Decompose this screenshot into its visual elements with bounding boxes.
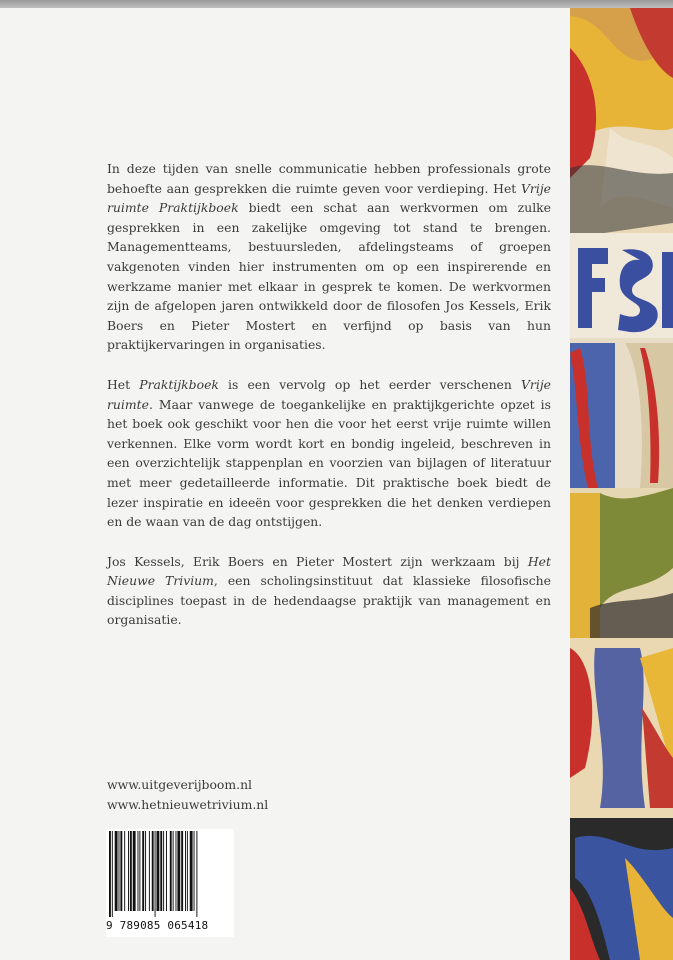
barcode-bar [145, 831, 146, 911]
book-title-italic: Praktijkboek [139, 376, 219, 392]
blurb-text: Jos Kessels, Erik Boers en Pieter Mostert zijn werkzaam bij [107, 553, 528, 569]
barcode-bar [160, 831, 162, 911]
blurb-paragraph-2 [107, 375, 551, 532]
barcode-bar [119, 831, 120, 911]
barcode-bar [120, 831, 122, 911]
blurb-text: Het [107, 376, 140, 392]
barcode-bar [112, 831, 113, 917]
barcode-bar [194, 831, 195, 911]
institute-name-italic: Het Nieuwe Trivium [107, 553, 551, 589]
barcode-bar [130, 831, 132, 911]
barcode-bar [155, 831, 156, 917]
barcode-bar [173, 831, 174, 911]
barcode-bars [106, 829, 234, 919]
barcode-bar [176, 831, 177, 911]
blurb-text: is een vervolg op het eerder verschenen [218, 376, 521, 392]
barcode-bar [115, 831, 118, 911]
barcode-bar [157, 831, 160, 911]
book-title-italic: Vrije ruimte Praktijkboek [107, 180, 551, 216]
publisher-url: www.uitgeverijboom.nl [107, 777, 253, 792]
barcode-bar [181, 831, 183, 911]
blurb-paragraph-1 [107, 159, 551, 355]
isbn-digits: 9 789085 065418 [106, 919, 209, 932]
book-title-italic: Vrije ruimte [107, 376, 551, 412]
blurb-paragraph-3 [107, 552, 551, 630]
barcode-bar [187, 831, 188, 911]
top-edge-bar [0, 0, 673, 8]
blurb-text: . Maar vanwege de toegankelijke en praktijkgerichte opzet is het boek ook geschikt voor hen die voor het eerst vrije ruimte willen verkennen. Elke vorm wordt kort en bondig ingeleid, beschreven in een overzichtelijk stappenplan en voorzien van bijlagen of literatuur met meer gedetailleerde informatie. Dit praktische boek biedt de lezer inspiratie en ideeën voor gesprekken die het denken verdiepen en de waan van de dag ontstijgen. [107, 396, 551, 530]
blurb-text: , een scholingsinstituut dat klassieke filosofische disciplines toepast in de hedendaagse praktijk van management en organisatie. [107, 573, 551, 628]
barcode-bar [190, 831, 193, 911]
barcode-bar [149, 831, 150, 911]
barcode-bar [139, 831, 140, 911]
barcode-bar [142, 831, 144, 911]
barcode-bar [166, 831, 167, 911]
barcode-bar [177, 831, 180, 911]
blurb-text: In deze tijden van snelle communicatie hebben professionals grote behoefte aan gesprekken die ruimte geven voor verdieping. Het [107, 161, 551, 196]
institute-url: www.hetnieuwetrivium.nl [107, 797, 269, 812]
barcode-bar [170, 831, 172, 911]
cover-artwork-strip [570, 8, 673, 960]
barcode-bar [185, 831, 186, 911]
barcode-bar [128, 831, 129, 911]
barcode-bar [124, 831, 125, 911]
barcode-bar [196, 831, 197, 917]
back-cover-blurb [107, 159, 551, 650]
blurb-text: biedt een schat aan werkvormen om zulke gesprekken in een zakelijke omgeving tot stand te brengen. Managementteams, bestuursleden, afdelingsteams of groepen vakgenoten vinden hier instrumenten om op een inspirerende en werkzame manier met elkaar in gesprek te komen. De werkvormen zijn de afgelopen jaren ontwikkeld door de filosofen Jos Kessels, Erik Boers en Pieter Mostert en verfijnd op basis van hun praktijkervaringen in organisaties. [107, 200, 551, 353]
barcode-bar [109, 831, 111, 917]
barcode-bar [163, 831, 164, 911]
barcode-bar [138, 831, 139, 911]
abstract-painting-graphic [570, 8, 673, 960]
barcode-bar [133, 831, 136, 911]
barcode-bar [152, 831, 154, 911]
website-links [107, 775, 268, 815]
